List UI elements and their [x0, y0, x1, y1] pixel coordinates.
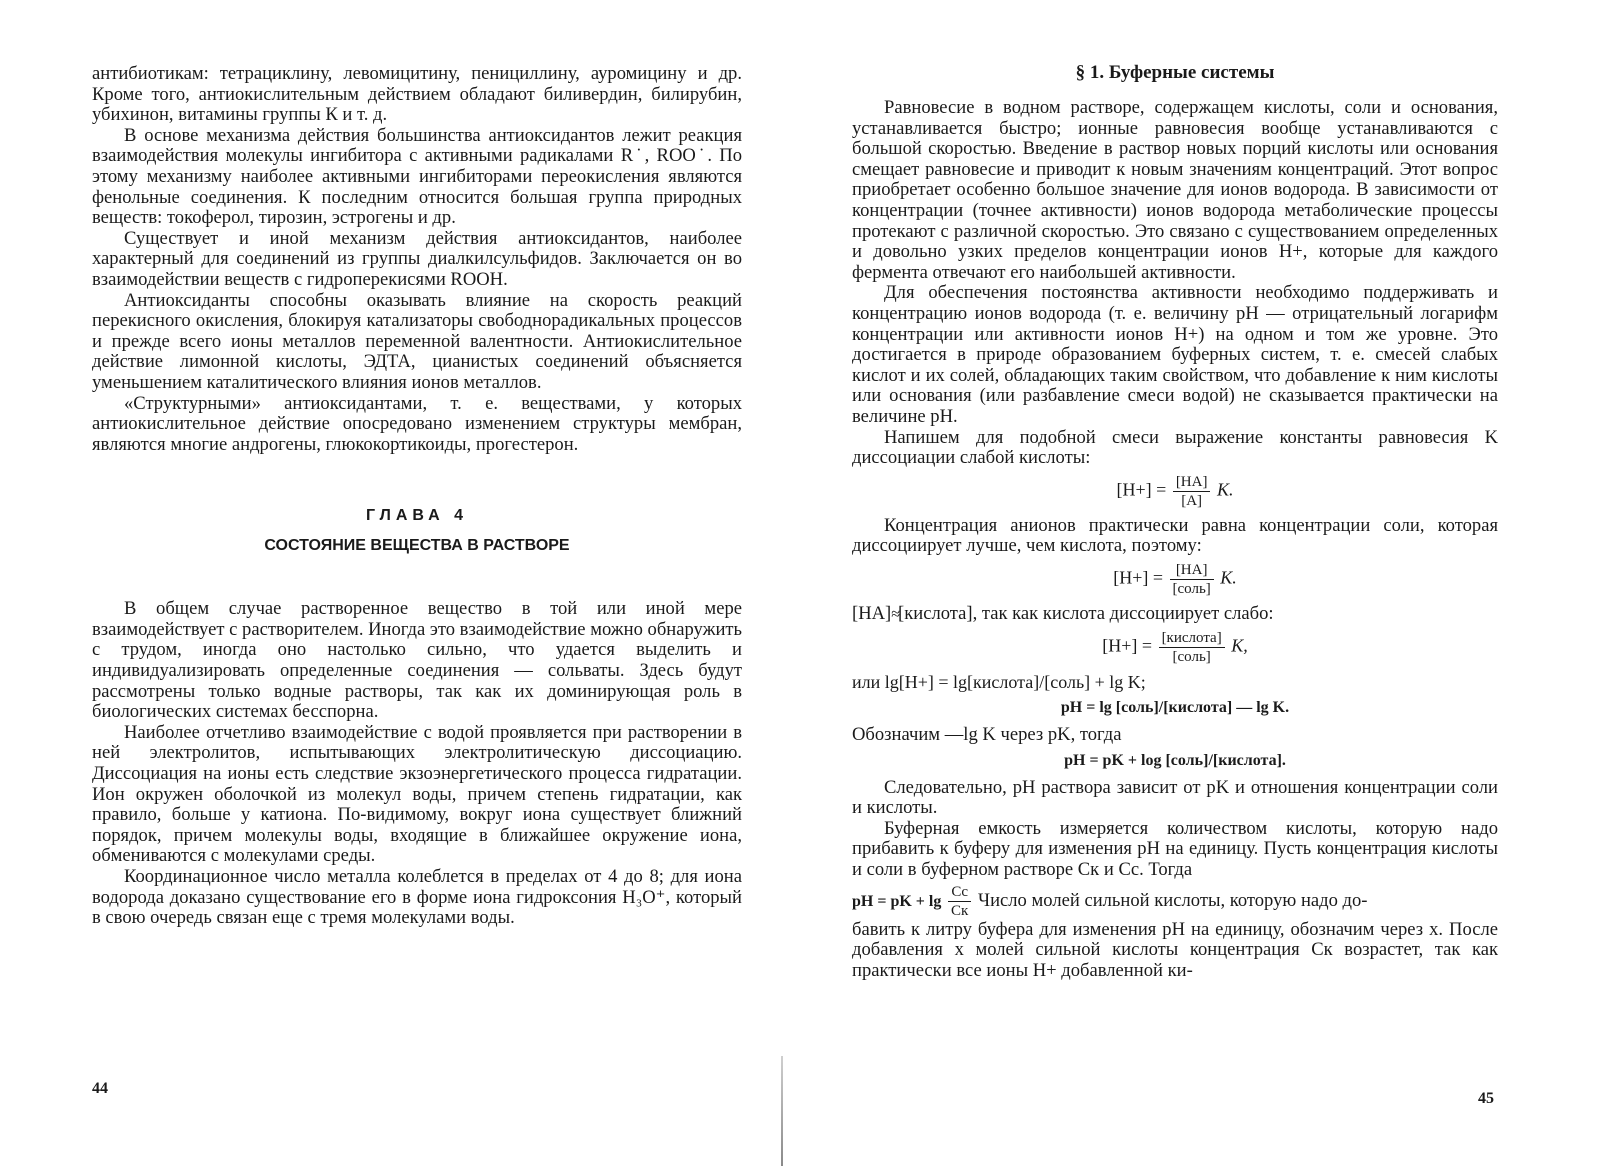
text-fragment: [кислота], так как кислота диссоциирует слабо: [898, 602, 1274, 624]
formula-rhs: K. [1216, 479, 1234, 500]
paragraph: бавить к литру буфера для изменения pH на единицу, обозначим через x. После добавления x молей сильной кислоты концентрация Cк возрастет, так как практически все ионы H+ добавленной ки- [852, 918, 1498, 981]
paragraph: Напишем для подобной смеси выражение константы равновесия K диссоциации слабой кислоты: [852, 426, 1498, 469]
fraction-denominator: [соль] [1172, 649, 1211, 666]
chapter-title: СОСТОЯНИЕ ВЕЩЕСТВА В РАСТВОРЕ [264, 537, 570, 555]
formula-rhs: K, [1231, 636, 1248, 657]
fraction-denominator: [соль] [1172, 580, 1211, 597]
paragraph: В основе механизма действия большинства антиоксидантов лежит реакция взаимодействия молекулы ингибитора с активными радикалами R˙, ROO˙. По этому механизму наиболее активными ингибиторами переокисления являются фенольные соединения. К последним относится большая группа природных веществ: токоферол, тирозин, эстрогены и др. [92, 124, 742, 229]
formula-h-ha-a [852, 473, 1498, 510]
fraction [1170, 561, 1214, 598]
paragraph: Обозначим —lg K через pK, тогда [852, 724, 1122, 746]
approx-symbol: ≈ [891, 605, 899, 623]
right-page [852, 62, 1498, 981]
formula-h-acid-salt [852, 629, 1498, 666]
paragraph: Концентрация анионов практически равна концентрации соли, которая диссоциирует лучше, чем кислота, поэтому: [852, 514, 1498, 557]
paragraph: Буферная емкость измеряется количеством кислоты, которую надо прибавить к буферу для изменения pH на единицу. Пусть концентрация кислоты и соли в буферном растворе Cк и Cc. Тогда [852, 817, 1498, 881]
paragraph: Равновесие в водном растворе, содержащем кислоты, соли и основания, устанавливается быстро; ионные равновесия вообще устанавливаются с большой скоростью. Введение в раствор новых порций кислоты или основания смещает равновесие и приводит к новым значениям концентраций. Этот вопрос приобретает особенно большое значение для ионов водорода. В зависимости от концентрации (точнее активности) ионов водорода метаболические процессы протекают с различной скоростью. Это связано с существованием определенных и довольно узких пределов концентрации ионов H+, которые для каждого фермента отвечают его наибольшей активности. [852, 97, 1498, 283]
text-fragment: [HA] [852, 602, 892, 624]
fraction-numerator: Cc [948, 883, 971, 902]
page-number-left: 44 [92, 1080, 108, 1097]
fraction-numerator: [HA] [1173, 473, 1211, 492]
paragraph: антибиотикам: тетрациклину, левомицитину, пенициллину, ауромицину и др. Кроме того, антиокислительным действием обладают биливердин, билирубин, убихинон, витамины группы К и т. д. [92, 63, 742, 126]
page-gutter [781, 1056, 783, 1166]
paragraph: «Структурными» антиоксидантами, т. е. веществами, у которых антиокислительное действие опосредовано изменением структуры мембран, являются многие андрогены, глюкокортикоиды, прогестерон. [92, 392, 742, 455]
formula-ph-2: pH = pK + log [соль]/[кислота]. [1064, 751, 1286, 769]
formula-lhs: pH = pK + lg [852, 892, 942, 910]
paragraph: Для обеспечения постоянства активности необходимо поддерживать и концентрацию ионов водорода (т. е. величину pH — отрицательный логарифм концентрации или активности ионов H+) на одном и том же уровне. Это достигается в природе образованием буферных систем, т. е. смесей слабых кислот и их солей, обладающих таким свойством, что добавление к ним кислоты или основания (или разбавление смеси водой) не сказывается практически на величине pH. [852, 282, 1498, 427]
paragraph: Наиболее отчетливо взаимодействие с водой проявляется при растворении в ней электролитов, испытывающих электролитическую диссоциацию. Диссоциация на ионы есть следствие экзоэнергетического процесса гидратации. Ион окружен оболочкой из молекул воды, причем степень гидратации, как правило, больше у катиона. По-видимому, вокруг иона существует ближний порядок, причем молекулы воды, входящие в ближайшее окружение иона, обмениваются с молекулами среды. [92, 721, 742, 867]
formula-h-ha-salt [852, 561, 1498, 598]
formula-rhs: K. [1220, 567, 1237, 588]
fraction [1173, 473, 1211, 510]
paragraph-with-formula [852, 883, 1498, 920]
text-fragment: Число молей сильной кислоты, которую надо до- [977, 889, 1368, 911]
formula-lhs: [H+] = [1113, 567, 1163, 588]
paragraph: В общем случае растворенное вещество в той или иной мере взаимодействует с растворителем. Иногда это взаимодействие можно обнаружить с трудом, иногда оно настолько сильно, что удается выделить и индивидуализировать определенные соединения — сольваты. Здесь будут рассмотрены только водные растворы, так как их доминирующая роль в биологических системах бесспорна. [92, 598, 742, 723]
paragraph: Существует и иной механизм действия антиоксидантов, наиболее характерный для соединений из группы диалкилсульфидов. Заключается он во взаимодействии веществ с гидроперекисями ROOH. [92, 227, 742, 290]
paragraph: Антиоксиданты способны оказывать влияние на скорость реакций перекисного окисления, блокируя катализаторы свободнорадикальных процессов и прежде всего ионы металлов переменной валентности. Антиокислительное действие лимонной кислоты, ЭДТА, цианистых соединений объясняется уменьшением каталитического влияния ионов металлов. [92, 289, 742, 393]
formula-ph-1: pH = lg [соль]/[кислота] — lg K. [1060, 699, 1290, 717]
fraction [1159, 629, 1225, 666]
fraction-numerator: [кислота] [1159, 629, 1225, 648]
paragraph: Следовательно, pH раствора зависит от pK и отношения концентрации соли и кислоты. [852, 776, 1498, 819]
chapter-label: ГЛАВА 4 [365, 507, 469, 525]
fraction [948, 883, 971, 920]
formula-lhs: [H+] = [1102, 636, 1153, 657]
page-number-right: 45 [1478, 1090, 1494, 1107]
formula-log: или lg[H+] = lg[кислота]/[соль] + lg K; [852, 672, 1146, 693]
section-title: § 1. Буферные системы [1075, 62, 1275, 83]
fraction-numerator: [HA] [1170, 561, 1214, 580]
fraction-denominator: Cк [951, 902, 969, 919]
paragraph: Координационное число металла колеблется в пределах от 4 до 8; для иона водорода доказано существование его в форме иона гидроксония H₃O⁺, который в свою очередь связан еще с тремя молекулами воды. [92, 866, 742, 929]
fraction-denominator: [A] [1181, 492, 1203, 509]
formula-lhs: [H+] = [1116, 479, 1167, 500]
left-page [92, 64, 742, 929]
paragraph [852, 604, 1498, 626]
